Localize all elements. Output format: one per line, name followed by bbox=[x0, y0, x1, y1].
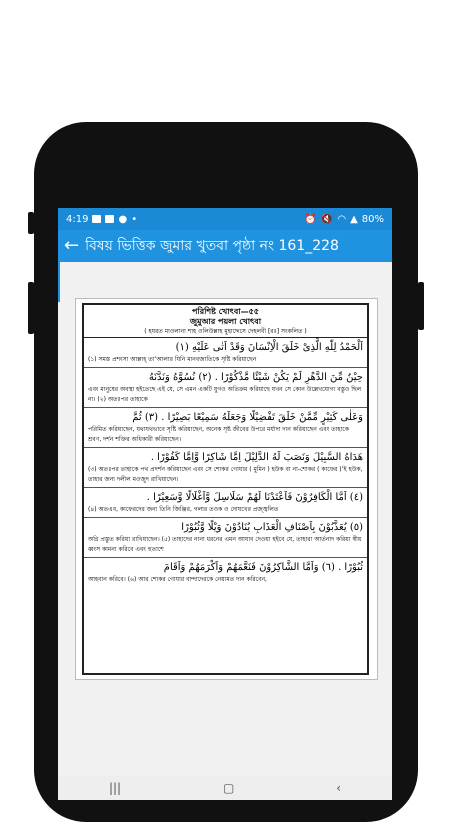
image-icon bbox=[105, 215, 114, 223]
text-block bbox=[84, 488, 367, 518]
signal-icon: ▲ bbox=[350, 213, 358, 225]
recents-icon[interactable]: ||| bbox=[108, 781, 122, 795]
sermon-title: জুমুআর পয়লা খোৎবা bbox=[189, 317, 262, 326]
system-nav-bar bbox=[58, 776, 392, 800]
arabic-line: ثُبُوْرًا . (٦) وَاَمَّا الشَّاكِرُوْنَ فَنَعَّمَهُمْ وَاَكْرَمَهُمْ وَاَقَامَ bbox=[163, 562, 363, 573]
text-block bbox=[84, 368, 367, 408]
bangla-translation: এবং মানুষের অবস্থা হইতেছে এই যে, সে এমন একটি যুগও অতিক্রম করিয়াছে যখন সে কোন উল্লেখযোগ্য বস্তুও ছিল না। (২) অতঃপর তাহাকে bbox=[88, 386, 362, 403]
compiler-note: ( হযরত মাওলানা শাহ ওলিউল্লাহ মুহাদ্দেসে দেহলবী [রঃ] সংকলিত ) bbox=[144, 328, 307, 335]
book-page[interactable] bbox=[75, 298, 378, 680]
battery-level: 80% bbox=[361, 213, 384, 225]
arabic-line: هَدَاهُ السَّبِيْلَ وَنَصَبَ لَهُ الدَّلِيْلَ اِمَّا شَاكِرًا وَّاِمَّا كَفُوْرًا . bbox=[150, 452, 363, 463]
text-block bbox=[84, 518, 367, 558]
alarm-icon: ⏰ bbox=[304, 213, 317, 225]
text-block bbox=[84, 408, 367, 448]
appendix-heading: পরিশিষ্ট খোৎবা—৫৫ bbox=[192, 307, 259, 316]
arabic-line: (٤) اَمَّا الْكَافِرُوْنَ فَاَعْتَدْنَا لَهُمْ سَلَاسِلَ وَّاَغْلَالًا وَّسَعِيْرًا . bbox=[146, 492, 363, 503]
accent-line bbox=[58, 262, 60, 302]
app-bar bbox=[58, 230, 392, 262]
page-title: বিষয় ভিত্তিক জুমার খুতবা পৃষ্ঠা নং 161_228 bbox=[85, 238, 339, 254]
bangla-translation: পরিমিত করিয়াছেন, যথাযথভাবে সৃষ্টি করিয়াছেন, অনেক সৃষ্ট জীবের উপরে মর্যাদা দান করিয়াছেন এবং তাহাকে শ্রবণ, দর্শন শক্তির অধিকারী করিয়াছেন। bbox=[88, 426, 349, 443]
arabic-line: حِيْنٌ مِّنَ الدَّهْرِ لَمْ يَكُنْ شَيْئًا مَّذْكُوْرًا . (٢) نُسُوَّهُ وَنَدَّنَهُ bbox=[148, 372, 363, 383]
status-bar bbox=[58, 208, 392, 230]
bangla-translation: (৩) অতঃপর তাহাকে পথ প্রদর্শন করিয়াছেন এবং সে শোকর গোযার ( মুমিন ) হউক বা না-শোকর ( কাফের )’ই হউক, তাহার জন্য দলীল মওজুদ রাখিয়াছেন। bbox=[88, 466, 363, 483]
phone-side-button bbox=[28, 212, 34, 234]
arabic-line: (٥) يُعَذَّبُوْنَ بِاَصْنَافِ الْعَذَابِ يُنَادُوْنَ وَيْلًا وَّثُبُوْرًا bbox=[181, 522, 363, 533]
page-header bbox=[84, 305, 367, 338]
home-icon[interactable]: ▢ bbox=[222, 781, 235, 795]
bangla-translation: অগ্নি প্রস্তুত করিয়া রাখিয়াছেন। (৫) তাহাদের নানা ধরনের এমন আযাব দেওয়া হইবে যে, তাহারা আর্তনাদ করিয়া স্বীয় ধ্বংস কামনা করিবে এবং হুতাশে bbox=[88, 536, 362, 553]
text-block bbox=[84, 338, 367, 368]
status-time: 4:19 bbox=[66, 213, 89, 225]
more-dots-icon: • bbox=[131, 213, 138, 225]
back-nav-icon[interactable]: ‹ bbox=[336, 781, 342, 795]
arrow-left-icon[interactable]: ← bbox=[64, 235, 80, 256]
text-block bbox=[84, 558, 367, 587]
bangla-translation: আহবান করিবে। (৬) আর শোকর গোযার বান্দাদেরকে নেয়ামত দান করিবেন, bbox=[88, 576, 267, 583]
text-block bbox=[84, 448, 367, 488]
phone-side-button bbox=[28, 282, 34, 334]
bangla-translation: (৪) অতএব, কাফেরদের জন্য তিনি জিঞ্জির, গলার তওক ও দোযখের প্রজ্জ্বলিত bbox=[88, 506, 279, 513]
mute-icon: 🔇 bbox=[320, 213, 334, 225]
arabic-line: اَلْحَمْدُ لِلّٰهِ الَّذِىْ خَلَقَ الْاِنْسَانَ وَقَدْ اَتٰى عَلَيْهِ (١) bbox=[175, 342, 363, 353]
phone-side-button bbox=[418, 282, 424, 330]
gallery-icon bbox=[92, 215, 101, 223]
arabic-line: وَعَلٰى كَثِيْرٍ مِّمَّنْ خَلَقَ تَفْضِيْلًا وَجَعَلَهُ سَمِيْعًا بَصِيْرًا . (٣) ثُمَّ bbox=[132, 412, 363, 423]
page-frame bbox=[82, 303, 369, 675]
bangla-translation: (১) সমস্ত প্রশংসা আল্লাহ্ তা’আলার যিনি মানবজাতিকে সৃষ্টি করিয়াছেন bbox=[88, 356, 257, 363]
wifi-icon: ◠ bbox=[337, 213, 347, 225]
person-icon: ● bbox=[118, 213, 128, 225]
